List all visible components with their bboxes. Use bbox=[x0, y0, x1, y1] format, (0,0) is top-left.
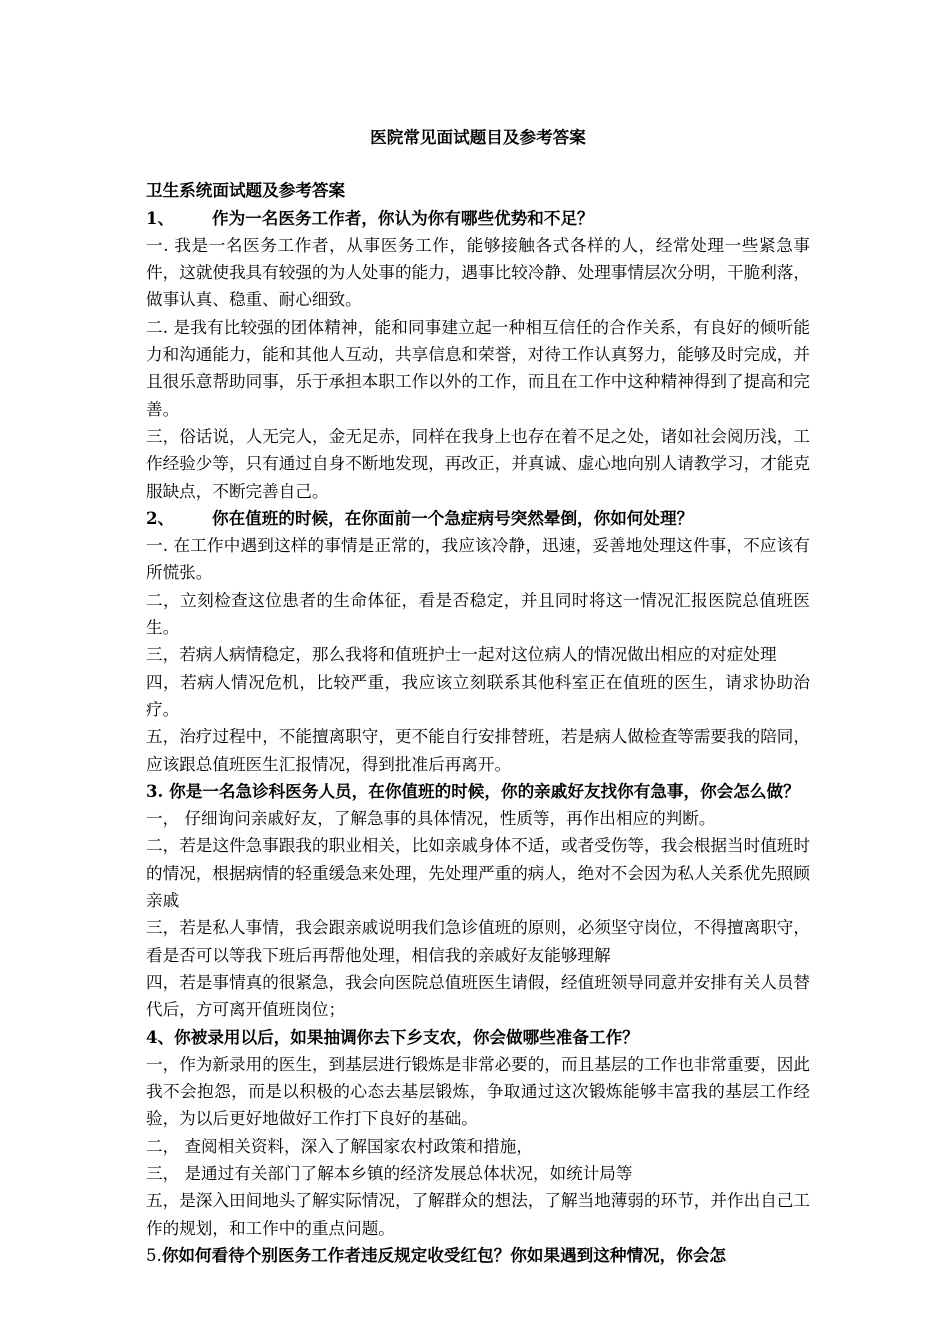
answer-paragraph: 一. 我是一名医务工作者，从事医务工作，能够接触各式各样的人，经常处理一些紧急事件，这就使我具有较强的为人处事的能力，遇事比较冷静、处理事情层次分明，干脆利落，做事认真、稳重、耐心细致。 bbox=[146, 235, 810, 310]
answer-paragraph: 二，若是这件急事跟我的职业相关，比如亲戚身体不适，或者受伤等，我会根据当时值班时的情况，根据病情的轻重缓急来处理，先处理严重的病人，绝对不会因为私人关系优先照顾亲戚 bbox=[146, 836, 810, 911]
answer-paragraph: 一，作为新录用的医生，到基层进行锻炼是非常必要的，而且基层的工作也非常重要，因此我不会抱怨，而是以积极的心态去基层锻炼，争取通过这次锻炼能够丰富我的基层工作经验，为以后更好地做好工作打下良好的基础。 bbox=[146, 1054, 810, 1129]
question-text: 你如何看待个别医务工作者违反规定收受红包？你如果遇到这种情况，你会怎 bbox=[161, 1244, 727, 1265]
answer-paragraph: 三，若是私人事情，我会跟亲戚说明我们急诊值班的原则，必须坚守岗位，不得擅离职守，看是否可以等我下班后再帮他处理，相信我的亲戚好友能够理解 bbox=[146, 918, 810, 965]
document-title: 医院常见面试题目及参考答案 bbox=[370, 127, 586, 147]
answer-paragraph: 四，若病人情况危机，比较严重，我应该立刻联系其他科室正在值班的医生，请求协助治疗。 bbox=[146, 672, 810, 719]
document-subtitle: 卫生系统面试题及参考答案 bbox=[146, 180, 346, 201]
question-3: 3. 你是一名急诊科医务人员，在你值班的时候，你的亲戚好友找你有急事，你会怎么做？ bbox=[146, 780, 800, 801]
question-text: 作为一名医务工作者，你认为你有哪些优势和不足？ bbox=[212, 207, 594, 228]
question-1 bbox=[146, 205, 810, 232]
answer-paragraph: 一. 在工作中遇到这样的事情是正常的，我应该冷静，迅速，妥善地处理这件事，不应该有所慌张。 bbox=[146, 536, 810, 583]
question-text: 你在值班的时候，在你面前一个急症病号突然晕倒，你如何处理？ bbox=[212, 507, 694, 528]
question-number: 5. bbox=[146, 1245, 162, 1265]
answer-paragraph: 三，若病人病情稳定，那么我将和值班护士一起对这位病人的情况做出相应的对症处理 bbox=[146, 645, 777, 665]
answer-paragraph: 二， 查阅相关资料，深入了解国家农村政策和措施， bbox=[146, 1136, 533, 1156]
answer-paragraph: 一， 仔细询问亲戚好友，了解急事的具体情况，性质等，再作出相应的判断。 bbox=[146, 809, 716, 829]
answer-paragraph: 三， 是通过有关部门了解本乡镇的经济发展总体状况，如统计局等 bbox=[146, 1163, 633, 1183]
question-number: 2、 bbox=[146, 507, 175, 528]
question-4: 4、你被录用以后，如果抽调你去下乡支农，你会做哪些准备工作？ bbox=[146, 1026, 639, 1047]
answer-paragraph: 四，若是事情真的很紧急，我会向医院总值班医生请假，经值班领导同意并安排有关人员替代后，方可离开值班岗位； bbox=[146, 972, 810, 1020]
question-2 bbox=[146, 505, 810, 532]
question-5 bbox=[146, 1242, 810, 1269]
answer-paragraph: 三，俗话说，人无完人，金无足赤，同样在我身上也存在着不足之处，诸如社会阅历浅，工作经验少等，只有通过自身不断地发现，再改正，并真诚、虚心地向别人请教学习，才能克服缺点，不断完善自己。 bbox=[146, 426, 810, 501]
answer-paragraph: 二. 是我有比较强的团体精神，能和同事建立起一种相互信任的合作关系，有良好的倾听能力和沟通能力，能和其他人互动，共享信息和荣誉，对待工作认真努力，能够及时完成，并且很乐意帮助同事，乐于承担本职工作以外的工作，而且在工作中这种精神得到了提高和完善。 bbox=[146, 317, 810, 419]
question-number: 1、 bbox=[146, 207, 175, 228]
answer-paragraph: 五，是深入田间地头了解实际情况，了解群众的想法，了解当地薄弱的环节，并作出自己工作的规划，和工作中的重点问题。 bbox=[146, 1191, 810, 1238]
answer-paragraph: 五，治疗过程中，不能擅离职守，更不能自行安排替班，若是病人做检查等需要我的陪同，应该跟总值班医生汇报情况，得到批准后再离开。 bbox=[146, 727, 810, 774]
document-page bbox=[146, 124, 810, 1269]
answer-paragraph: 二，立刻检查这位患者的生命体征，看是否稳定，并且同时将这一情况汇报医院总值班医生。 bbox=[146, 590, 810, 638]
